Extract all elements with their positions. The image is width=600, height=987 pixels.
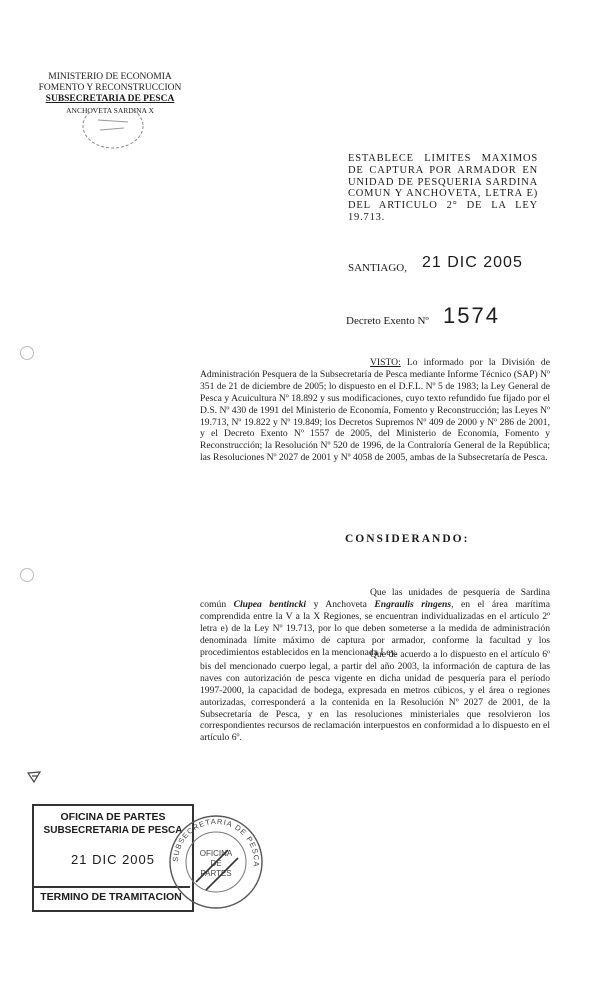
para2-text: Que de acuerdo a lo dispuesto en el artículo 6º bis del mencionado cuerpo legal, a partir del año 2003, la información de captura de las naves con autorización de pesca vigente en dicha unidad de pesquería para el período 1997-2000, la capacidad de bodega, expresada en metros cúbicos, y el área o regiones autorizadas, corresponderá a la contenida en la Resolución Nº 2027 de 2001, de la Subsecretaría de Pesca, y en las resoluciones ministeriales que resolvieron los correspondientes recursos de reclamación interpuestos en conformidad a lo dispuesto en el artículo 6º. bbox=[200, 649, 550, 744]
ministry-line: FOMENTO Y RECONSTRUCCION bbox=[38, 83, 182, 93]
stamp-office: OFICINA DE PARTES bbox=[60, 811, 166, 823]
seal-center-2: DE bbox=[210, 859, 222, 868]
round-seal bbox=[166, 812, 266, 912]
para1-mid: y Anchoveta bbox=[313, 598, 367, 610]
margin-mark-icon bbox=[26, 770, 44, 784]
ministry-line: MINISTERIO DE ECONOMIA bbox=[48, 72, 172, 82]
handwritten-date: 21 DIC 2005 bbox=[422, 254, 523, 271]
considerando-paragraph-2 bbox=[200, 649, 550, 744]
seal-center-3: PARTES bbox=[200, 869, 232, 878]
seal-outer-text: SUBSECRETARIA DE PESCA bbox=[170, 816, 262, 868]
decree-label: Decreto Exento Nº bbox=[346, 315, 429, 327]
considerando-paragraph-1 bbox=[200, 587, 550, 658]
para1-rest: , en el área marítima comprendida entre la V a la X Regiones, se encuentran individualizadas en el artículo 2º letra e) de la Ley Nº 19.713, por lo que deben someterse a la medida de administración denominada límite máximo de captura por armador, conforme la facultad y los procedimientos establecidos en la mencionada Ley. bbox=[200, 598, 550, 658]
file-tag: ANCHOVETA SARDINA X bbox=[66, 106, 154, 115]
punch-hole bbox=[20, 568, 34, 582]
place-label: SANTIAGO, bbox=[348, 262, 407, 274]
stamp-subsecretaria: SUBSECRETARIA DE PESCA bbox=[43, 825, 183, 836]
visto-label: VISTO: bbox=[370, 357, 401, 368]
para1-lead: Que las unidades de pesquería de Sardina común bbox=[200, 587, 550, 610]
visto-text: Lo informado por la División de Administración Pesquera de la Subsecretaría de Pesca mediante Informe Técnico (SAP) Nº 351 de 21 de diciembre de 2005; lo dispuesto en el D.F.L. Nº 5 de 1983; la Ley General de Pesca y Acuicultura Nº 18.892 y sus modificaciones, cuyo texto refundido fue fijado por el D.S. Nº 430 de 1991 del Ministerio de Economía, Fomento y Reconstrucción; las Leyes Nº 19.713, Nº 19.822 y Nº 19.849; los Decretos Supremos Nº 409 de 2000 y Nº 286 de 2001, y el Decreto Exento Nº 1557 de 2005, del Ministerio de Economía, Fomento y Reconstrucción; la Resolución Nº 520 de 1996, de la Contraloría General de la República; las Resoluciones Nº 2027 de 2001 y Nº 4058 de 2005, ambas de la Subsecretaría de Pesca. bbox=[200, 357, 550, 464]
species-sardina: Clupea bentincki bbox=[233, 598, 307, 610]
considerando-heading: CONSIDERANDO: bbox=[345, 533, 470, 545]
header-stamp-mark bbox=[78, 108, 148, 152]
punch-hole bbox=[20, 346, 34, 360]
decree-number: 1574 bbox=[443, 303, 500, 328]
subsecretaria-line: SUBSECRETARIA DE PESCA bbox=[45, 94, 175, 104]
stamp-date: 21 DIC 2005 bbox=[71, 852, 155, 867]
seal-center-1: OFICINA bbox=[199, 849, 233, 858]
visto-paragraph bbox=[200, 357, 550, 464]
decree-title: ESTABLECE LIMITES MAXIMOS DE CAPTURA POR ARMADOR EN UNIDAD DE PESQUERIA SARDINA COMUN Y ANCHOVETA, LETRA E) DEL ARTICULO 2° DE LA LEY 19.713. bbox=[348, 153, 538, 223]
species-anchoveta: Engraulis ringens bbox=[374, 598, 452, 610]
stamp-termino: TERMINO DE TRAMITACION bbox=[32, 886, 190, 911]
